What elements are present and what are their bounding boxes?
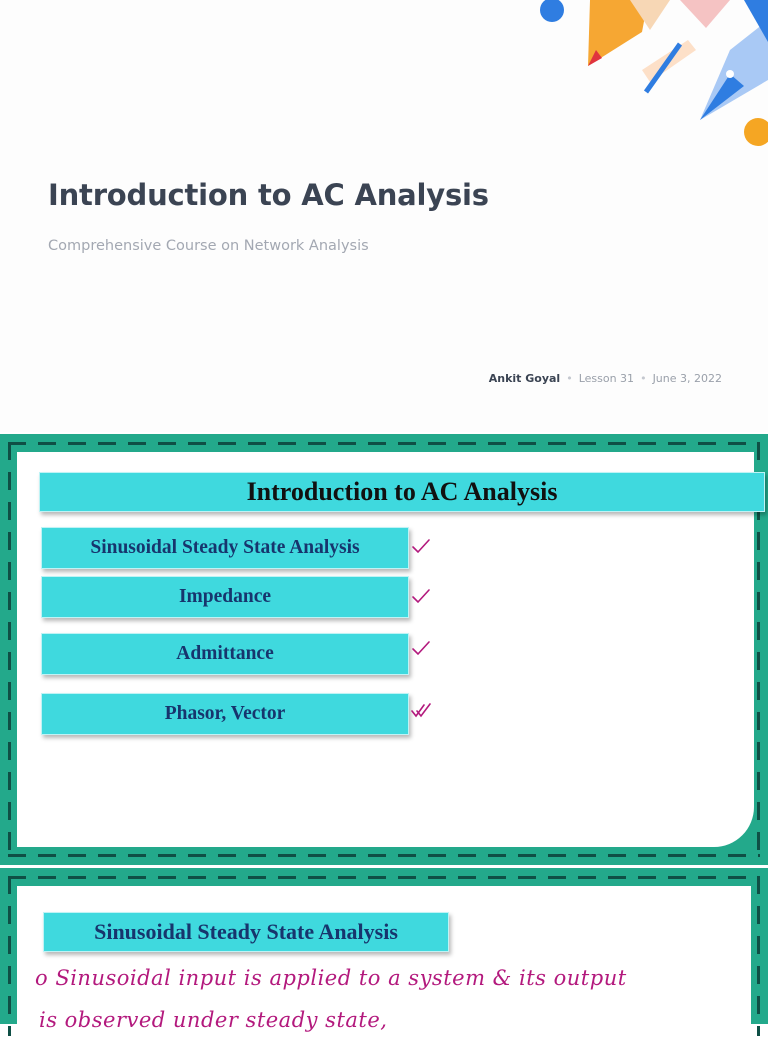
- frame-dash-left: [8, 876, 11, 1036]
- check-icon: [411, 640, 431, 656]
- double-check-icon: [411, 702, 431, 718]
- topic-item-sinusoidal: Sinusoidal Steady State Analysis: [41, 527, 409, 569]
- frame-dash-top: [8, 442, 760, 445]
- frame-dash-bottom: [8, 854, 760, 857]
- sinusoidal-slide: [0, 868, 768, 1032]
- handwritten-note: is observed under steady state,: [39, 1008, 388, 1032]
- handwritten-note: o Sinusoidal input is applied to a system & its output: [35, 966, 627, 990]
- slide-panel: [17, 452, 754, 847]
- check-icon: [411, 588, 431, 604]
- slide-header: Sinusoidal Steady State Analysis: [43, 912, 449, 952]
- topic-item-phasor: Phasor, Vector: [41, 693, 409, 735]
- lesson-date: June 3, 2022: [652, 372, 722, 385]
- topics-slide: [0, 434, 768, 865]
- slide-panel: [17, 886, 751, 1046]
- check-icon: [411, 538, 431, 554]
- course-subtitle: Comprehensive Course on Network Analysis: [48, 238, 369, 254]
- lesson-meta: [489, 372, 722, 385]
- frame-dash-top: [8, 876, 760, 879]
- page-title: Introduction to AC Analysis: [48, 178, 489, 212]
- author-name: Ankit Goyal: [488, 372, 561, 385]
- title-slide: [0, 0, 768, 432]
- frame-dash-right: [757, 876, 760, 1036]
- decorative-illustration: [530, 0, 768, 160]
- slide-header: Introduction to AC Analysis: [39, 472, 765, 512]
- lesson-number: Lesson 31: [578, 372, 635, 385]
- topic-item-admittance: Admittance: [41, 633, 409, 675]
- separator-dot: •: [640, 372, 647, 385]
- separator-dot: •: [566, 372, 573, 385]
- topic-item-impedance: Impedance: [41, 576, 409, 618]
- frame-dash-left: [8, 442, 11, 856]
